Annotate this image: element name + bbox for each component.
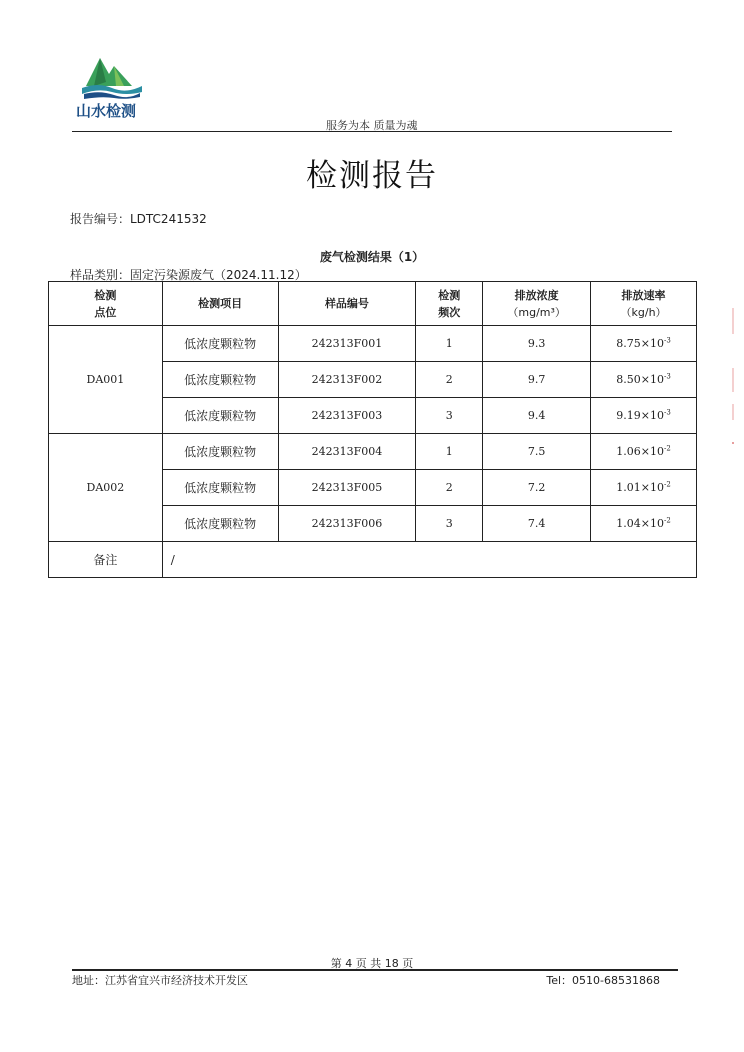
- header-point: [49, 282, 163, 326]
- header-concentration: [483, 282, 591, 326]
- footer-address: 地址：江苏省宜兴市经济技术开发区: [72, 974, 248, 987]
- header-rate: [591, 282, 697, 326]
- frequency-cell: 2: [416, 362, 483, 398]
- rate-mantissa: 1.06×10: [616, 445, 664, 458]
- table-header-row: [49, 282, 697, 326]
- concentration-cell: 7.2: [483, 470, 591, 506]
- rate-exponent: -3: [663, 372, 671, 381]
- rate-cell: [591, 506, 697, 542]
- rate-exponent: -2: [663, 480, 671, 489]
- concentration-cell: 7.5: [483, 434, 591, 470]
- footer-tel: Tel：0510-68531868: [546, 974, 660, 987]
- rate-exponent: -2: [663, 516, 671, 525]
- table-row: [49, 434, 697, 470]
- header-divider: [72, 131, 672, 132]
- item-cell: 低浓度颗粒物: [162, 434, 278, 470]
- rate-mantissa: 1.04×10: [616, 517, 664, 530]
- concentration-cell: 9.4: [483, 398, 591, 434]
- table-row: [49, 326, 697, 362]
- item-cell: 低浓度颗粒物: [162, 470, 278, 506]
- header-rate-line1: 排放速率: [621, 288, 666, 302]
- header-sample-no: 样品编号: [278, 282, 416, 326]
- frequency-cell: 1: [416, 434, 483, 470]
- concentration-cell: 7.4: [483, 506, 591, 542]
- point-cell: DA001: [49, 326, 163, 434]
- point-cell: DA002: [49, 434, 163, 542]
- footer-divider: [72, 969, 678, 971]
- rate-exponent: -2: [663, 444, 671, 453]
- item-cell: 低浓度颗粒物: [162, 362, 278, 398]
- item-cell: 低浓度颗粒物: [162, 398, 278, 434]
- header-rate-unit: （kg/h）: [620, 305, 667, 319]
- report-number: 报告编号：LDTC241532: [70, 212, 207, 226]
- frequency-cell: 3: [416, 506, 483, 542]
- results-table: [48, 281, 697, 578]
- header-frequency-line1: 检测: [438, 288, 461, 302]
- rate-cell: [591, 434, 697, 470]
- sample-category: 样品类别：固定污染源废气（2024.11.12）: [70, 268, 307, 282]
- rate-mantissa: 8.50×10: [616, 373, 664, 386]
- rate-mantissa: 1.01×10: [616, 481, 664, 494]
- sample-no-cell: 242313F002: [278, 362, 416, 398]
- rate-cell: [591, 326, 697, 362]
- header-frequency-line2: 频次: [438, 305, 461, 319]
- page-number: 第 4 页 共 18 页: [330, 957, 414, 970]
- header-frequency: [416, 282, 483, 326]
- header-item: 检测项目: [162, 282, 278, 326]
- header-point-line2: 点位: [94, 305, 117, 319]
- document-title: 检测报告: [306, 158, 438, 194]
- item-cell: 低浓度颗粒物: [162, 326, 278, 362]
- remark-value: /: [162, 542, 696, 578]
- concentration-cell: 9.3: [483, 326, 591, 362]
- rate-mantissa: 8.75×10: [616, 337, 664, 350]
- remark-label: 备注: [49, 542, 163, 578]
- frequency-cell: 1: [416, 326, 483, 362]
- header-concentration-unit: （mg/m³）: [507, 305, 566, 319]
- rate-exponent: -3: [663, 336, 671, 345]
- remark-row: [49, 542, 697, 578]
- sample-no-cell: 242313F006: [278, 506, 416, 542]
- rate-cell: [591, 398, 697, 434]
- rate-cell: [591, 362, 697, 398]
- header-point-line1: 检测: [94, 288, 117, 302]
- concentration-cell: 9.7: [483, 362, 591, 398]
- sample-no-cell: 242313F001: [278, 326, 416, 362]
- logo-text: 山水检测: [76, 102, 137, 120]
- rate-exponent: -3: [663, 408, 671, 417]
- item-cell: 低浓度颗粒物: [162, 506, 278, 542]
- seal-edge-mark-icon: [730, 300, 736, 450]
- rate-cell: [591, 470, 697, 506]
- sample-no-cell: 242313F004: [278, 434, 416, 470]
- sample-no-cell: 242313F003: [278, 398, 416, 434]
- frequency-cell: 2: [416, 470, 483, 506]
- section-title: 废气检测结果（1）: [319, 250, 425, 264]
- sample-no-cell: 242313F005: [278, 470, 416, 506]
- header-concentration-line1: 排放浓度: [514, 288, 559, 302]
- frequency-cell: 3: [416, 398, 483, 434]
- header-slogan: 服务为本 质量为魂: [326, 119, 418, 132]
- rate-mantissa: 9.19×10: [616, 409, 664, 422]
